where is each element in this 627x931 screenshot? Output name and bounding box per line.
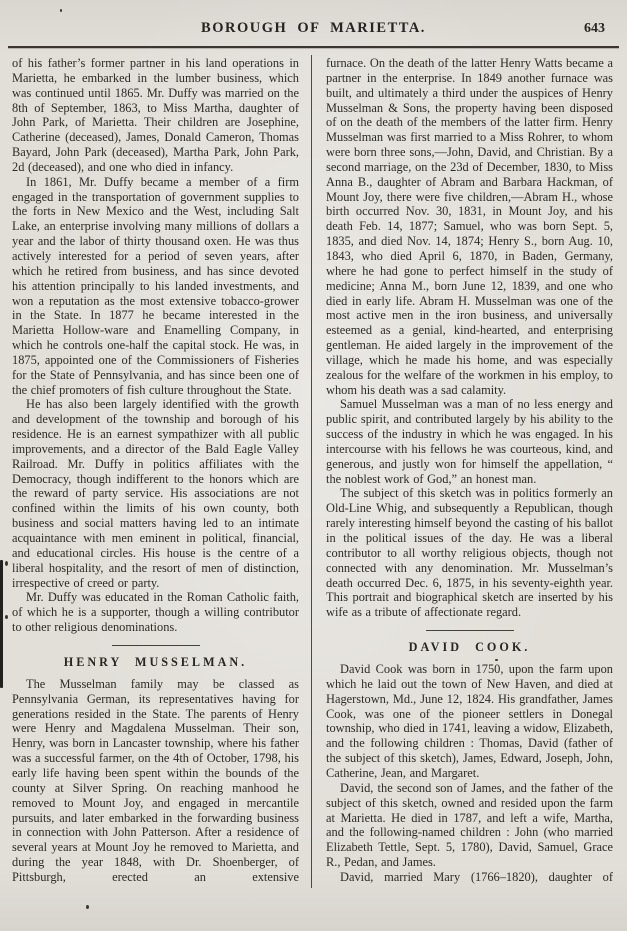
paragraph-duffy-faith: Mr. Duffy was educated in the Roman Catholic faith, of which he is a supporter, though a willing contributor to other religious denominations.: [12, 590, 299, 635]
page-header: [0, 20, 627, 42]
paragraph-duffy-family: of his father’s former partner in his land operations in Marietta, he embarked in the lumber business, which was continued until 1865. Mr. Duffy was married on the 8th of September, 1863, to Miss Martha, daughter of John Park, of Marietta. Their children are Josephine, Catherine (deceased), James, Donald Cameron, Thomas Bayard, John Park (deceased), Martha Park, John Park, 2d (deceased), and one who died in infancy.: [12, 56, 299, 174]
section-divider-rule: [112, 645, 200, 646]
paragraph-david-cook-marriage: David, married Mary (1766–1820), daughter of: [340, 869, 613, 884]
paragraph-musselman-furnace-children: furnace. On the death of the latter Henry Watts became a partner in the enterprise. In 1849 another furnace was built, and ultimately a third under the auspices of Henry Musselman & Sons, the property having been disposed of on the death of the members of the latter firm. Henry Musselman was first married to a Miss Rohrer, to whom were born three sons,—John, David, and Christian. By a second marriage, on the 23d of December, 1830, to Miss Anna B., daughter of Abram and Barbara Hackman, of Mount Joy, there were five children,—Abram H., whose birth occurred Nov. 30, 1831, in Mount Joy, and his death Feb. 14, 1877; Samuel, who was born Sept. 5, 1835, and died Nov. 14, 1874; Henry S., born Aug. 10, 1843, who died April 6, 1870, in Baden, Germany, where he had gone to perfect himself in the study of medicine; Anna M., born June 12, 1839, and one who died in early life. Abram H. Musselman was one of the most active men in the iron business, and universally esteemed as a genial, kind-hearted, and enterprising gentleman. He aided largely in the improvement of the village, which he made his home, and was especially zealous for the welfare of the workmen in his employ, to whom his death was a sad calamity.: [326, 56, 613, 397]
scan-artifact-speck: [60, 9, 62, 12]
page-number: 643: [584, 21, 605, 36]
left-column: [12, 56, 299, 885]
paragraph-musselman-politics-death: The subject of this sketch was in politics formerly an Old-Line Whig, and subsequently a Republican, though rarely interesting himself beyond the casting of his ballot in the political issues of the day. He was a liberal contributor to all worthy religious objects, though not connected with any denomination. Mr. Musselman’s death occurred Dec. 6, 1875, in his seventy-eighth year. This portrait and biographical sketch are inserted by his wife as a tribute of affectionate regard.: [326, 486, 613, 620]
paragraph-david-cook-birth: David Cook was born in 1750, upon the farm upon which he laid out the town of New Haven, and died at Hagerstown, Md., June 12, 1824. His grandfather, James Cook, was one of the pioneer settlers in Donegal township, who died in 1741, leaving a widow, Elizabeth, and the following children : Thomas, David (father of the subject of this sketch), James, Edward, Joseph, John, Catherine, Jean, and Margaret.: [326, 662, 613, 780]
header-rule: [8, 46, 619, 48]
paragraph-david-cook-father: David, the second son of James, and the father of the subject of this sketch, owned and resided upon the farm at Marietta. He died in 1787, and left a wife, Martha, and the following-named children : John (who married Elizabeth Tettle, Sept. 5, 1780), David, Samuel, Grace R., Pedan, and James.: [326, 780, 613, 870]
paragraph-musselman-origins: The Musselman family may be classed as Pennsylvania German, its representatives having for generations resided in the State. The parents of Henry were Henry and Magdalena Musselman. Their son, Henry, was born in Lancaster township, where his father was a successful farmer, on the 4th of October, 1798, his early life having been spent within the bounds of the county at Silver Spring. On reaching manhood he removed to Mount Joy, and engaged in mercantile pursuits, and later embarked in the forwarding business in connection with John Patterson. After a residence of several years at Mount Joy he removed to Marietta, and during the year 1848, with Dr. Shoenberger, of Pittsburgh, erected an extensive: [12, 676, 299, 884]
paragraph-duffy-business: In 1861, Mr. Duffy became a member of a firm engaged in the transportation of government supplies to the forts in New Mexico and the West, including Salt Lake, an enterprise involving many millions of dollars a year and the labor of thirty thousand oxen. He was thus actively interested for a period of seven years, after which he retired from business, and has since devoted his attention principally to his landed investments, and won a reputation as the most extensive tobacco-grower in the State. In 1877 he became interested in the Marietta Hollow-ware and Enamelling Company, in which he controls one-half the capital stock. He was, in 1875, appointed one of the Commissioners of Fisheries for the State of Pennsylvania, and has since been one of the chief promoters of fish culture throughout the State.: [12, 174, 299, 397]
paragraph-duffy-public-life: He has also been largely identified with the growth and development of the township and borough of his residence. He is an earnest sympathizer with all public improvements, and a director of the Bald Eagle Valley Railroad. Mr. Duffy in politics affiliates with the Democracy, though indifferent to the honors which are the reward of party service. His associations are not confined within the limits of his own county, both business and social matters having led to an intimate acquaintance with men eminent in political, financial, and educational circles. His house is the centre of a liberal hospitality, and the resort of men of distinction, irrespective of creed or party.: [12, 397, 299, 590]
text-columns: [12, 56, 613, 885]
paragraph-samuel-musselman: Samuel Musselman was a man of no less energy and public spirit, and contributed largely by his ability to the success of the industry in which he was engaged. In his intercourse with his fellows he was courteous, kind, and generous, and justly won for himself the appellation, “ the noblest work of God,” an honest man.: [326, 397, 613, 486]
section-divider-rule: [426, 630, 514, 631]
section-heading-henry-musselman: HENRY MUSSELMAN.: [63, 654, 248, 669]
scan-artifact-edge-line: [0, 560, 3, 688]
section-heading-david-cook: DAVID COOK.: [408, 640, 531, 655]
running-title: BOROUGH OF MARIETTA.: [201, 20, 426, 36]
scan-artifact-speck: [86, 905, 89, 909]
scan-artifact-speck: [5, 561, 8, 566]
scan-artifact-speck: [5, 615, 8, 619]
right-column: [326, 56, 613, 885]
scan-artifact-speck: [495, 659, 498, 661]
